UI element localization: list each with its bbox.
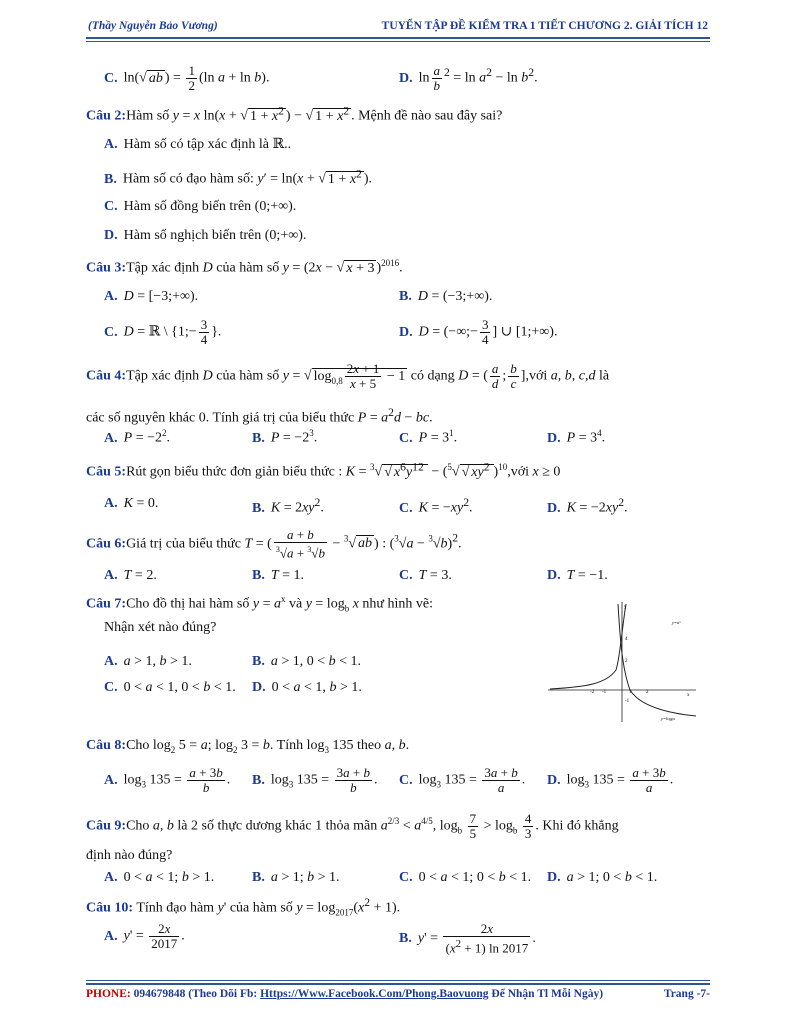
graph-label-exponential: y=aˣ: [672, 620, 681, 625]
graph-tick-x-neg1: -1: [602, 690, 607, 695]
q4-option-b: B. $P = -2^3$.: [252, 428, 318, 446]
footer-tail: Để Nhận Tl Mỗi Ngày): [491, 988, 604, 1000]
q5-option-c: C. $K = -xy^2$.: [399, 496, 473, 516]
q7-option-a: A. a > 1, b > 1.: [104, 654, 192, 669]
q3-option-a: A. D = [−3;+∞).: [104, 289, 199, 304]
footer-follow: (Theo Dõi Fb:: [188, 988, 258, 1000]
q2-option-a: A. Hàm số có tập xác định là ℝ..: [104, 137, 292, 152]
q4-stem-line2: các số nguyên khác 0. Tính giá trị của biểu thức $P = a^2d$ − bc.: [86, 406, 433, 426]
q7-option-c: C. 0 < a < 1, 0 < b < 1.: [104, 680, 236, 695]
q4-option-d: D. $P = 3^4$.: [547, 428, 606, 446]
footer-phone: 094679848: [133, 988, 186, 1000]
graph-tick-y-2: 2: [625, 659, 628, 664]
q5-option-a: A. K = 0.: [104, 496, 159, 511]
q7-function-graph: [546, 598, 704, 724]
q6-option-d: D. T = −1.: [547, 568, 608, 583]
q9-option-d: D. a > 1; 0 < b < 1.: [547, 870, 658, 885]
footer-rule-thin: [86, 980, 710, 981]
header-title: TUYỂN TẬP ĐỀ KIỂM TRA 1 TIẾT CHƯƠNG 2. GIẢI TÍCH 12: [381, 20, 708, 32]
q8-option-c: C. $\log_3 135$ = $\frac{3a + b}{a}$ .: [399, 765, 526, 795]
q3-option-b: B. D = (−3;+∞).: [399, 289, 493, 304]
q6-option-c: C. T = 3.: [399, 568, 452, 583]
graph-tick-x-1: 1: [629, 690, 632, 695]
q10-option-a: A. y' = $\frac{2x}{2017}$ .: [104, 921, 185, 951]
q8-option-a: A. $\log_3 135$ = $\frac{a + 3b}{b}$ .: [104, 765, 231, 795]
q4-stem: Câu 4:Tập xác định D của hàm số y = √ $\log_{0,8}$ $\frac{2x + 1}{x + 5}$ − 1 có dạng D = ( $\frac{a}{d}$ ; $\frac{b}{c}$ ],với a, b, c,d là: [86, 361, 610, 391]
q9-option-a: A. 0 < a < 1; b > 1.: [104, 870, 215, 885]
q7-option-b: B. a > 1, 0 < b < 1.: [252, 654, 362, 669]
q9-option-c: C. 0 < a < 1; 0 < b < 1.: [399, 870, 532, 885]
q4-option-a: A. $P = -2^2$.: [104, 428, 170, 446]
q7-option-d: D. 0 < a < 1, b > 1.: [252, 680, 362, 695]
q3-option-d: D. D = (−∞;− $\frac{3}{4}$ ] ∪ [1;+∞).: [399, 317, 558, 347]
q7-stem-line2: Nhận xét nào đúng?: [104, 620, 217, 635]
q10-stem: Câu 10: Tính đạo hàm y' của hàm số $y = \log_{2017}(x^2 + 1)$.: [86, 896, 401, 918]
q1-option-c: C. ln(√ ab ) = $\frac{1}{2}$ (ln a + ln b).: [104, 63, 270, 93]
q3-stem: Câu 3:Tập xác định D của hàm số y = (2x − √ x + 3 )$^{2016}$.: [86, 258, 403, 276]
graph-tick-x-2: 2: [646, 690, 649, 695]
page-footer: [86, 988, 710, 1000]
header-rule-thin: [86, 41, 710, 42]
q6-option-a: A. T = 2.: [104, 568, 157, 583]
graph-axis-y-label: y: [624, 605, 627, 610]
q9-stem-line2: định nào đúng?: [86, 848, 173, 863]
page-header: [88, 20, 708, 36]
q9-stem: Câu 9:Cho a, b là 2 số thực dương khác 1 thỏa mãn $a^{2/3} < a^{4/5}$, $\log_b$ $\frac{7}{5}$ > $\log_b$ $\frac{4}{3}$ . Khi đó khẳng: [86, 811, 619, 841]
graph-exponential-curve: [550, 604, 626, 689]
q7-stem: Câu 7:Cho đồ thị hai hàm số $y = a^x$ và $y = \log_b x$ như hình vẽ:: [86, 594, 434, 614]
q6-option-b: B. T = 1.: [252, 568, 305, 583]
q8-option-d: D. $\log_3 135$ = $\frac{a + 3b}{a}$ .: [547, 765, 674, 795]
footer-facebook-link[interactable]: Https://Www.Facebook.Com/Phong.Baovuong: [260, 988, 489, 1000]
header-rule: [86, 37, 710, 39]
q2-stem: Câu 2:Hàm số y = x ln(x + √ $1 + x^2$ ) − √ $1 + x^2$ . Mệnh đề nào sau đây sai?: [86, 104, 503, 124]
q2-option-b: B. Hàm số có đạo hàm số: y′ = ln(x + √ $1 + x^2$ ).: [104, 167, 373, 187]
q5-option-b: B. $K = 2xy^2$.: [252, 496, 324, 516]
q4-option-c: C. $P = 3^1$.: [399, 428, 458, 446]
q3-option-c: C. D = ℝ \ {1;− $\frac{3}{4}$ }.: [104, 317, 222, 347]
q2-option-d: D. Hàm số nghịch biến trên (0;+∞).: [104, 228, 307, 243]
graph-log-curve: [618, 604, 696, 716]
header-author: (Thầy Nguyễn Bảo Vương): [88, 20, 218, 32]
graph-tick-y-neg1: -1: [625, 699, 630, 704]
q2-option-c: C. Hàm số đồng biến trên (0;+∞).: [104, 199, 297, 214]
q8-stem: Câu 8:Cho $\log_2 5 = a$; $\log_2 3 = b$. Tính $\log_3 135$ theo a, b.: [86, 738, 410, 755]
page-number: Trang -7-: [663, 988, 710, 1000]
graph-tick-x-neg2: -2: [590, 690, 595, 695]
q1-option-d: D. ln $\frac{a}{b}$ $^2 = \ln a^2 - \ln b^2$.: [399, 63, 538, 93]
footer-phone-label: PHONE:: [86, 988, 131, 1000]
graph-axis-x-label: x: [687, 693, 690, 698]
q10-option-b: B. y' = $\frac{2x}{(x^2 + 1) \ln 2017}$ .: [399, 921, 536, 956]
q8-option-b: B. $\log_3 135$ = $\frac{3a + b}{b}$ .: [252, 765, 378, 795]
footer-rule: [86, 983, 710, 985]
q6-stem: Câu 6:Giá trị của biểu thức T = ( $\frac{a + b}{^3√a + ^3√b}$ − $^3$√ ab ) : $(^3√a - ^3√b)^2$.: [86, 527, 462, 561]
q9-option-b: B. a > 1; b > 1.: [252, 870, 340, 885]
graph-tick-y-4: 4: [625, 637, 628, 642]
q5-stem: Câu 5:Rút gọn biểu thức đơn giản biểu thức : K = $^3$√ √ $x^6y^{12} - (^5√$ √ $xy^2$ )$^{10}$,với x ≥ 0: [86, 460, 561, 480]
graph-label-log: y=logᵦx: [661, 716, 676, 721]
q5-option-d: D. $K = -2xy^2$.: [547, 496, 628, 516]
